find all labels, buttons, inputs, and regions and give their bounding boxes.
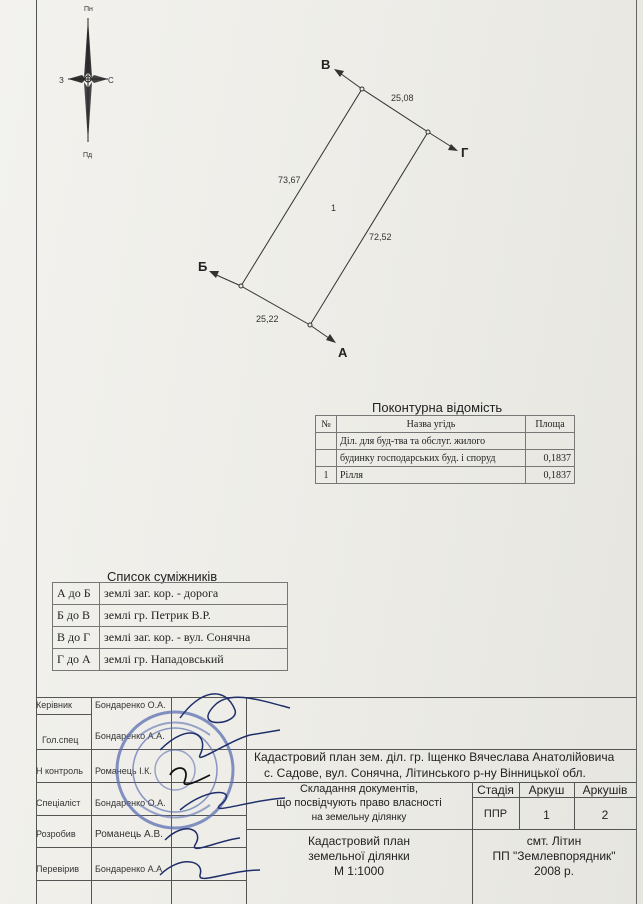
compass-east: С xyxy=(108,76,114,85)
stage-header: Стадія xyxy=(477,783,514,797)
row-area: 0,1837 xyxy=(526,467,575,484)
plan-name-line-2: земельної ділянки xyxy=(308,849,410,863)
parcel-number: 1 xyxy=(331,203,337,213)
role-label: Перевірив xyxy=(36,864,80,874)
dimension-vg: 25,08 xyxy=(391,93,414,103)
plan-name-line-1: Кадастровий план xyxy=(307,834,411,848)
row-number: 1 xyxy=(316,467,337,484)
sheets-header: Аркушів xyxy=(582,783,628,797)
role-label: Гол.спец xyxy=(42,735,79,745)
adjacent-list-title: Список суміжників xyxy=(107,569,218,584)
adjacent-range: Б до В xyxy=(53,605,100,627)
role-name: Романець А.В. xyxy=(95,829,163,840)
table-header-row xyxy=(316,416,575,433)
adjacent-description: землі заг. кор. - вул. Сонячна xyxy=(100,627,288,649)
doc-desc-line-3: на земельну ділянку xyxy=(311,812,407,823)
pokonturna-table xyxy=(315,415,575,484)
role-label: Н контроль xyxy=(36,766,83,776)
doc-desc-line-2: що посвідчують право власності xyxy=(276,797,442,809)
adjacent-list-table xyxy=(52,582,288,671)
compass-south: Пд xyxy=(83,152,93,159)
role-label: Спеціаліст xyxy=(36,798,81,808)
table-row xyxy=(53,649,288,671)
point-label-g: Г xyxy=(461,145,469,160)
adjacent-description: землі гр. Петрик В.Р. xyxy=(100,605,288,627)
sheet-header: Аркуш xyxy=(528,783,565,797)
role-name: Бондаренко О.А. xyxy=(95,700,166,710)
point-label-b: Б xyxy=(198,259,208,274)
header-area: Площа xyxy=(526,416,575,433)
plan-title-line-2: с. Садове, вул. Сонячна, Літинського р-ну Вінницької обл. xyxy=(264,766,586,780)
header-number: № xyxy=(316,416,337,433)
row-area: 0,1837 xyxy=(526,450,575,467)
header-name: Назва угідь xyxy=(337,416,526,433)
point-label-v: В xyxy=(321,57,331,72)
org-location: смт. Літин xyxy=(526,834,582,848)
row-number xyxy=(316,450,337,467)
role-label: Керівник xyxy=(36,700,72,710)
table-row xyxy=(316,450,575,467)
stage-value: ППР xyxy=(483,808,508,820)
plan-scale: М 1:1000 xyxy=(333,864,385,878)
doc-desc-line-1: Складання документів, xyxy=(299,783,419,795)
pokonturna-title: Поконтурна відомість xyxy=(372,400,503,415)
point-label-a: А xyxy=(338,345,348,360)
plan-title-line-1: Кадастровий план зем. діл. гр. Іщенко Вячеслава Анатолійовича xyxy=(254,750,615,764)
adjacent-range: Г до А xyxy=(53,649,100,671)
table-row xyxy=(53,627,288,649)
table-row xyxy=(53,605,288,627)
compass-north: Пн xyxy=(84,6,93,13)
role-name: Бондаренко А.А. xyxy=(95,731,165,741)
org-name: ПП "Землевпорядник" xyxy=(492,849,616,863)
sheet-value: 1 xyxy=(543,808,550,822)
table-row xyxy=(316,467,575,484)
adjacent-description: землі заг. кор. - дорога xyxy=(100,583,288,605)
compass-west: З xyxy=(59,76,64,85)
row-area xyxy=(526,433,575,450)
table-row xyxy=(316,433,575,450)
dimension-bv: 73,67 xyxy=(278,175,301,185)
compass-rose-icon xyxy=(59,6,114,159)
row-name: Рілля xyxy=(337,467,526,484)
org-year: 2008 р. xyxy=(533,864,575,878)
row-name: будинку господарських буд. і споруд xyxy=(337,450,526,467)
dimension-ga: 72,52 xyxy=(369,232,392,242)
role-name: Бондаренко А.А. xyxy=(95,864,165,874)
signature-marks xyxy=(120,680,320,900)
adjacent-description: землі гр. Нападовський xyxy=(100,649,288,671)
adjacent-range: В до Г xyxy=(53,627,100,649)
sheets-value: 2 xyxy=(601,808,609,822)
row-number xyxy=(316,433,337,450)
role-label: Розробив xyxy=(36,829,76,839)
role-name: Бондаренко О.А. xyxy=(95,798,166,808)
row-name: Діл. для буд-тва та обслуг. жилого xyxy=(337,433,526,450)
adjacent-range: А до Б xyxy=(53,583,100,605)
table-row xyxy=(53,583,288,605)
role-name: Романець І.К. xyxy=(95,766,152,776)
dimension-ab: 25,22 xyxy=(256,314,279,324)
